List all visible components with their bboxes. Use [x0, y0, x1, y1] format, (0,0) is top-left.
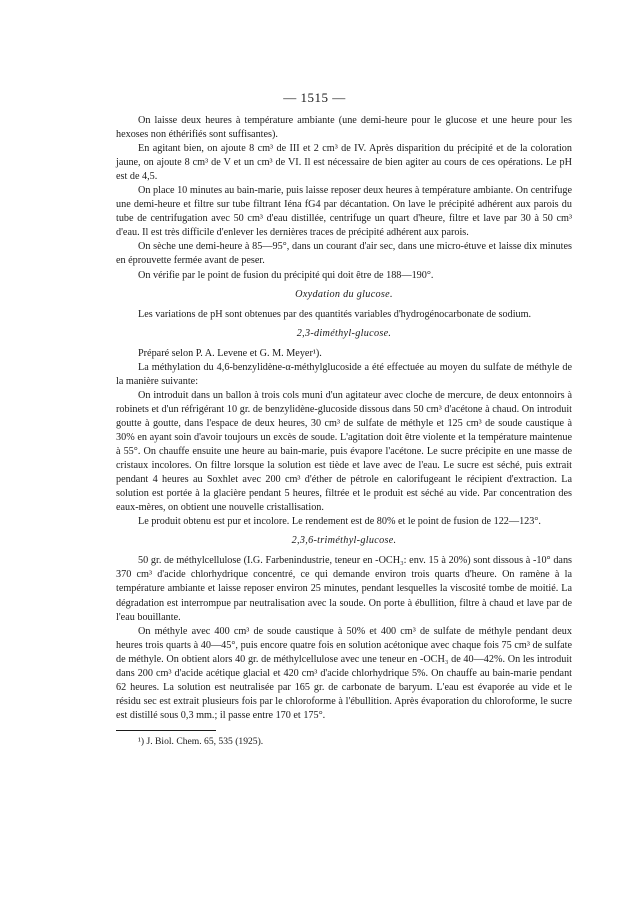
footnote: ¹) J. Biol. Chem. 65, 535 (1925). [138, 735, 264, 747]
paragraph: Préparé selon P. A. Levene et G. M. Meyer¹). [138, 347, 322, 359]
footnote-divider [116, 730, 216, 731]
page-number: — 1515 — [283, 90, 346, 105]
paragraph: En agitant bien, on ajoute 8 cm³ de III et 2 cm³ de IV. Après disparition du précipité et de la coloration jaune, on ajoute 8 cm³ de V et un cm³ de VI. Il est nécessaire de bien agiter au cours de ces opérations. Le pH est de 4,5. [116, 143, 572, 183]
paragraph: On introduit dans un ballon à trois cols muni d'un agitateur avec cloche de mercure, de deux entonnoirs à robinets et d'un réfrigérant 10 gr. de benzylidène-glucoside dissous dans 50 cm³ d'acétone à chaud. On introduit goutte à goutte, dans l'espace de deux heures, 30 cm³ de sulfate de méthyle et 125 cm³ de soude caustique à 30% en ayant soin d'avoir toujours un excès de soude. L'agitation doit être violente et la température maintenue à 55°. On chauffe ensuite une heure au bain-marie, puis évapore l'acétone. Le sucre précipite en une masse de cristaux incolores. On filtre lorsque la solution est tiède et lave avec de l'eau. Le sucre est séché, puis extrait pendant 4 heures au Soxhlet avec 200 cm³ d'éther de pétrole en calorifugeant le récipient d'extraction. La solution est portée à la glacière pendant 5 heures, filtrée et le produit est séché au vide. Par concentration des eaux-mères, on obtient une nouvelle cristallisation. [116, 389, 572, 514]
section-heading: 2,3-diméthyl-glucose. [296, 327, 392, 339]
paragraph: Les variations de pH sont obtenues par des quantités variables d'hydrogénocarbonate de sodium. [138, 308, 532, 320]
section-heading: 2,3,6-triméthyl-glucose. [291, 535, 397, 547]
paragraph: On sèche une demi-heure à 85—95°, dans un courant d'air sec, dans une micro-étuve et laisse dix minutes en éprouvette fermée avant de peser. [116, 241, 572, 267]
section-heading: Oxydation du glucose. [295, 288, 393, 300]
paragraph: On place 10 minutes au bain-marie, puis laisse reposer deux heures à température ambiante. On centrifuge une demi-heure et filtre sur tube filtrant Iéna fG4 par décantation. On lave le précipité adhérent aux parois du tube de centrifugation avec 50 cm³ d'eau distillée, centrifuge un quart d'heure, filtre et lave par 30 à 50 cm³ d'eau. Il est très difficile d'enlever les dernières traces de précipité adhérent aux parois. [116, 185, 572, 239]
paragraph: Le produit obtenu est pur et incolore. Le rendement est de 80% et le point de fusion de 122—123°. [138, 516, 541, 528]
paragraph: On vérifie par le point de fusion du précipité qui doit être de 188—190°. [138, 269, 434, 281]
paragraph: On méthyle avec 400 cm³ de soude caustique à 50% et 400 cm³ de sulfate de méthyle pendant deux heures trois quarts à 40—45°, puis encore quatre fois en solution acétonique avec chaque fois 75 cm³ de sulfate de méthyle. On obtient alors 40 gr. de méthylcellulose avec une teneur en -OCH₃ de 40—42%. On les introduit dans 200 cm³ d'acide acétique glacial et 420 cm³ d'acide chlorhydrique 5%. On chauffe au bain-marie pendant 62 heures. La solution est neutralisée par 165 gr. de carbonate de baryum. L'eau est évaporée au vide et le résidu sec est extrait plusieurs fois par le chloroforme à l'ébullition. Après évaporation du chloroforme, le sucre est distillé sous 0,3 mm.; il passe entre 170 et 175°. [116, 625, 572, 721]
paragraph: 50 gr. de méthylcellulose (I.G. Farbenindustrie, teneur en -OCH₃: env. 15 à 20%) sont dissous à -10° dans 370 cm³ d'acide chlorhydrique concentré, ce qui demande environ trois quarts d'heure. On ramène à la température ambiante et laisse reposer environ 25 minutes, pendant lesquelles la viscosité tombe de moitié. La dégradation est interrompue par neutralisation avec la soude. On porte à ébullition, filtre à chaud et lave par de l'eau bouillante. [116, 555, 572, 623]
page-body [116, 114, 572, 749]
paragraph: On laisse deux heures à température ambiante (une demi-heure pour le glucose et une heure pour les hexoses non éthérifiés sont suffisantes). [116, 115, 572, 141]
paragraph: La méthylation du 4,6-benzylidène-α-méthylglucoside a été effectuée au moyen du sulfate de méthyle de la manière suivante: [116, 361, 572, 387]
